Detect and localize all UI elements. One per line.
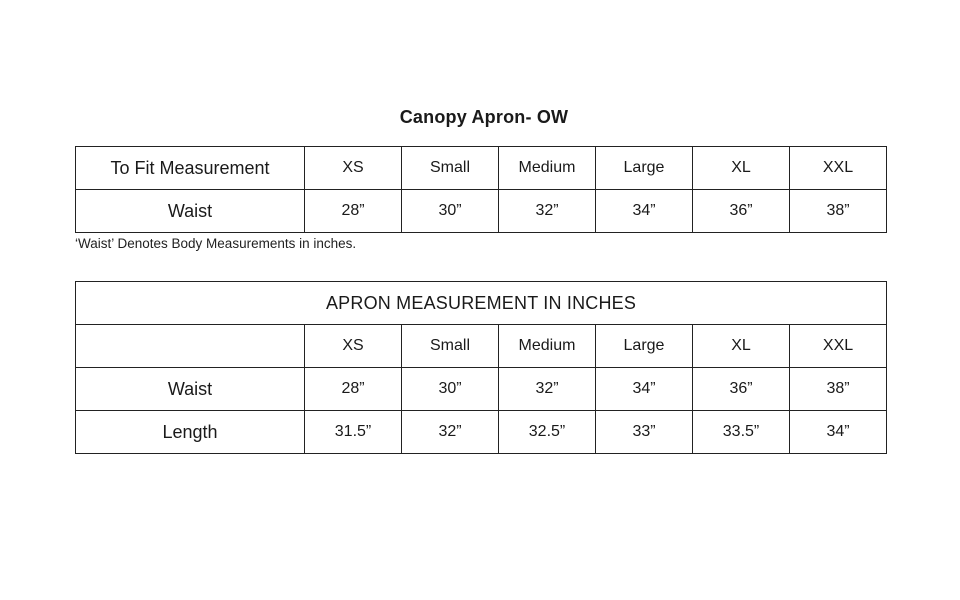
apron-table-heading: APRON MEASUREMENT IN INCHES <box>76 282 887 325</box>
table-cell: 34” <box>790 411 887 454</box>
row-label-length: Length <box>76 411 305 454</box>
table-cell: 33” <box>596 411 693 454</box>
fit-measurement-table <box>75 146 887 233</box>
table-cell: 34” <box>596 368 693 411</box>
size-header-xs: XS <box>305 325 402 368</box>
table-cell: 32” <box>402 411 499 454</box>
table-row <box>76 411 887 454</box>
size-header-medium: Medium <box>499 147 596 190</box>
size-header-small: Small <box>402 147 499 190</box>
size-header-xxl: XXL <box>790 147 887 190</box>
header-label-cell: To Fit Measurement <box>76 147 305 190</box>
row-label-waist: Waist <box>76 190 305 233</box>
table-cell: 38” <box>790 368 887 411</box>
table-cell: 30” <box>402 368 499 411</box>
table-header-row <box>76 325 887 368</box>
apron-measurement-table <box>75 281 887 454</box>
table-cell: 28” <box>305 190 402 233</box>
table-header-row <box>76 147 887 190</box>
size-header-medium: Medium <box>499 325 596 368</box>
table-cell: 32” <box>499 368 596 411</box>
header-label-cell <box>76 325 305 368</box>
page-title: Canopy Apron- OW <box>399 107 569 127</box>
table-cell: 33.5” <box>693 411 790 454</box>
table-cell: 28” <box>305 368 402 411</box>
table-cell: 32.5” <box>499 411 596 454</box>
size-header-small: Small <box>402 325 499 368</box>
size-header-xl: XL <box>693 325 790 368</box>
table-heading-row <box>76 282 887 325</box>
size-header-xl: XL <box>693 147 790 190</box>
row-label-waist: Waist <box>76 368 305 411</box>
table-cell: 36” <box>693 368 790 411</box>
table-row <box>76 368 887 411</box>
size-header-large: Large <box>596 325 693 368</box>
table-cell: 30” <box>402 190 499 233</box>
measurement-note: ‘Waist’ Denotes Body Measurements in inches. <box>75 236 357 251</box>
table-cell: 36” <box>693 190 790 233</box>
table-cell: 31.5” <box>305 411 402 454</box>
size-header-large: Large <box>596 147 693 190</box>
table-row <box>76 190 887 233</box>
table-cell: 34” <box>596 190 693 233</box>
size-header-xxl: XXL <box>790 325 887 368</box>
table-cell: 38” <box>790 190 887 233</box>
table-cell: 32” <box>499 190 596 233</box>
size-header-xs: XS <box>305 147 402 190</box>
